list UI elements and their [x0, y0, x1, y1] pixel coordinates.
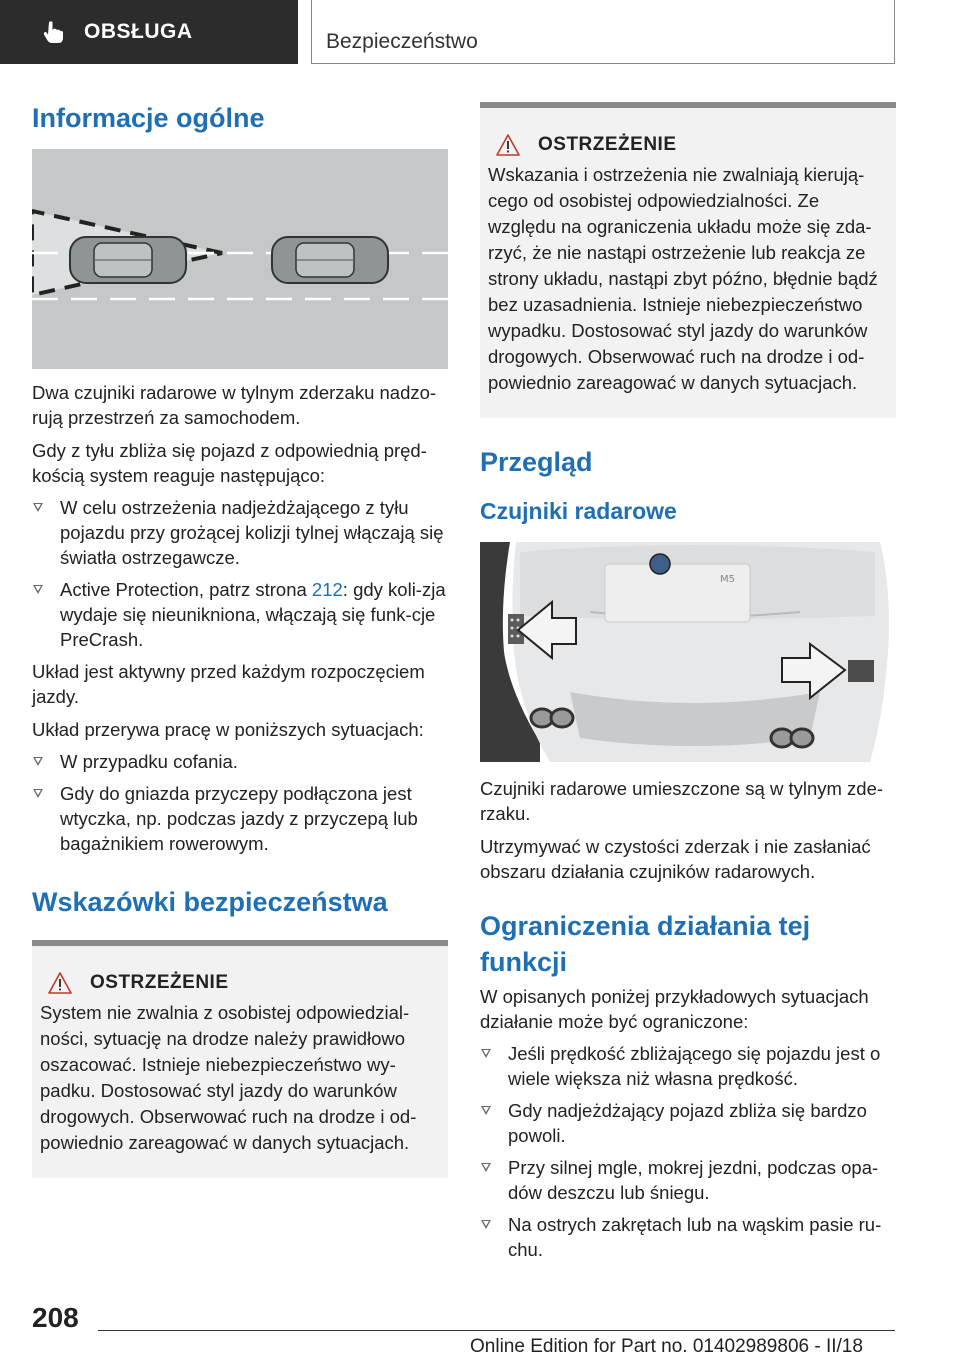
radar-coverage-illustration [32, 149, 448, 369]
list-item [480, 1155, 896, 1205]
warning-box [480, 102, 896, 418]
list-item-text: W przypadku cofania. [60, 751, 238, 772]
bullet-triangle-icon [33, 503, 43, 512]
section-tab-label: OBSŁUGA [84, 20, 193, 43]
section-title-safety: Wskazówki bezpieczeństwa [32, 887, 388, 917]
section-tab[interactable] [0, 0, 298, 64]
list-item-text: W celu ostrzeżenia nadjeżdżającego z tyłu pojazdu przy grożącej kolizji tylnej włączają się światła ostrzegawcze. [60, 497, 444, 568]
edition-text: Online Edition for Part no. 01402989806 - II/18 [470, 1336, 863, 1357]
bullet-triangle-icon [481, 1049, 491, 1058]
page-link[interactable]: 212 [311, 579, 343, 600]
paragraph: W opisanych poniżej przykładowych sytuacjach działanie może być ograniczone: [480, 986, 869, 1032]
section-title-limitations: Ograniczenia działania tej funkcji [480, 911, 811, 977]
breadcrumb-label: Bezpieczeństwo [326, 30, 478, 53]
car-rear-icon [70, 237, 186, 283]
bullet-triangle-icon [33, 585, 43, 594]
warning-box [32, 940, 448, 1178]
paragraph: Gdy z tyłu zbliża się pojazd z odpowiednią pręd-kością system reaguje następująco: [32, 440, 427, 486]
warning-heading: OSTRZEŻENIE [90, 972, 229, 993]
paragraph: Układ przerywa pracę w poniższych sytuacjach: [32, 719, 424, 740]
list-item [480, 1041, 896, 1091]
paragraph: Utrzymywać w czystości zderzak i nie zasłaniać obszaru działania czujników radarowych. [480, 836, 871, 882]
warning-triangle-icon [496, 134, 520, 156]
car-front-icon [272, 237, 388, 283]
right-column [480, 100, 896, 1262]
paragraph: Układ jest aktywny przed każdym rozpoczęciem jazdy. [32, 661, 425, 707]
subsection-title-sensors: Czujniki radarowe [480, 498, 677, 524]
list-item-text: Gdy nadjeżdżający pojazd zbliża się bardzo powoli. [508, 1100, 867, 1146]
warning-heading: OSTRZEŻENIE [538, 134, 677, 155]
warning-text: Wskazania i ostrzeżenia nie zwalniają kierują-cego od osobistej odpowiedzialności. Ze względu na ograniczenia układu może się zda-rzyć, że nie nastąpi ostrzeżenie lub reakcja ze strony układu, nastąpi zbyt późno, błędnie bądź bez uzasadnienia. Istnieje niebezpieczeństwo wypadku. Dostosować styl jazdy do warunków drogowych. Obserwować ruch na drodze i od-powiednio zareagować w danych sytuacjach. [488, 164, 878, 393]
list-item-text: Przy silnej mgle, mokrej jezdni, podczas opa-dów deszczu lub śniegu. [508, 1157, 879, 1203]
svg-text:M5: M5 [720, 574, 735, 585]
list-item [32, 577, 448, 652]
list-item-text: : gdy koli-zja wydaje się nieunikniona, włączają się funk-cje PreCrash. [60, 579, 446, 650]
paragraph: Dwa czujniki radarowe w tylnym zderzaku nadzo-rują przestrzeń za samochodem. [32, 382, 437, 428]
header-bar [0, 0, 960, 64]
page-number: 208 [32, 1302, 79, 1333]
hand-pointer-icon [40, 19, 66, 45]
list-item [32, 749, 448, 774]
warning-triangle-icon [48, 972, 72, 994]
breadcrumb [311, 0, 895, 64]
bullet-triangle-icon [481, 1106, 491, 1115]
list-item [480, 1212, 896, 1262]
warning-heading-row [488, 134, 888, 156]
list-item [480, 1098, 896, 1148]
bullet-list [480, 1041, 896, 1262]
list-item [32, 495, 448, 570]
section-title-overview: Przegląd [480, 447, 593, 477]
list-item-text: Jeśli prędkość zbliżającego się pojazdu jest o wiele większa niż własna prędkość. [508, 1043, 881, 1089]
bullet-list [32, 749, 448, 856]
bullet-triangle-icon [481, 1220, 491, 1229]
bullet-triangle-icon [481, 1163, 491, 1172]
rear-bumper-sensors-photo [480, 542, 896, 762]
list-item-text: Na ostrych zakrętach lub na wąskim pasie ru-chu. [508, 1214, 882, 1260]
footer-divider [98, 1330, 895, 1331]
left-column [32, 100, 448, 1178]
bullet-triangle-icon [33, 789, 43, 798]
bullet-triangle-icon [33, 757, 43, 766]
bullet-list [32, 495, 448, 652]
list-item-text: Gdy do gniazda przyczepy podłączona jest wtyczka, np. podczas jazdy z przyczepą lub bagażnikiem rowerowym. [60, 783, 418, 854]
list-item [32, 781, 448, 856]
warning-text: System nie zwalnia z osobistej odpowiedzial-ności, sytuację na drodze należy prawidłowo oszacować. Istnieje niebezpieczeństwo wy-padku. Dostosować styl jazdy do warunków drogowych. Obserwować ruch na drodze i od-powiednio zareagować w danych sytuacjach. [40, 1002, 417, 1153]
paragraph: Czujniki radarowe umieszczone są w tylnym zde-rzaku. [480, 778, 884, 824]
list-item-text: Active Protection, patrz strona [60, 579, 312, 600]
section-title-general: Informacje ogólne [32, 103, 265, 133]
warning-heading-row [40, 972, 440, 994]
